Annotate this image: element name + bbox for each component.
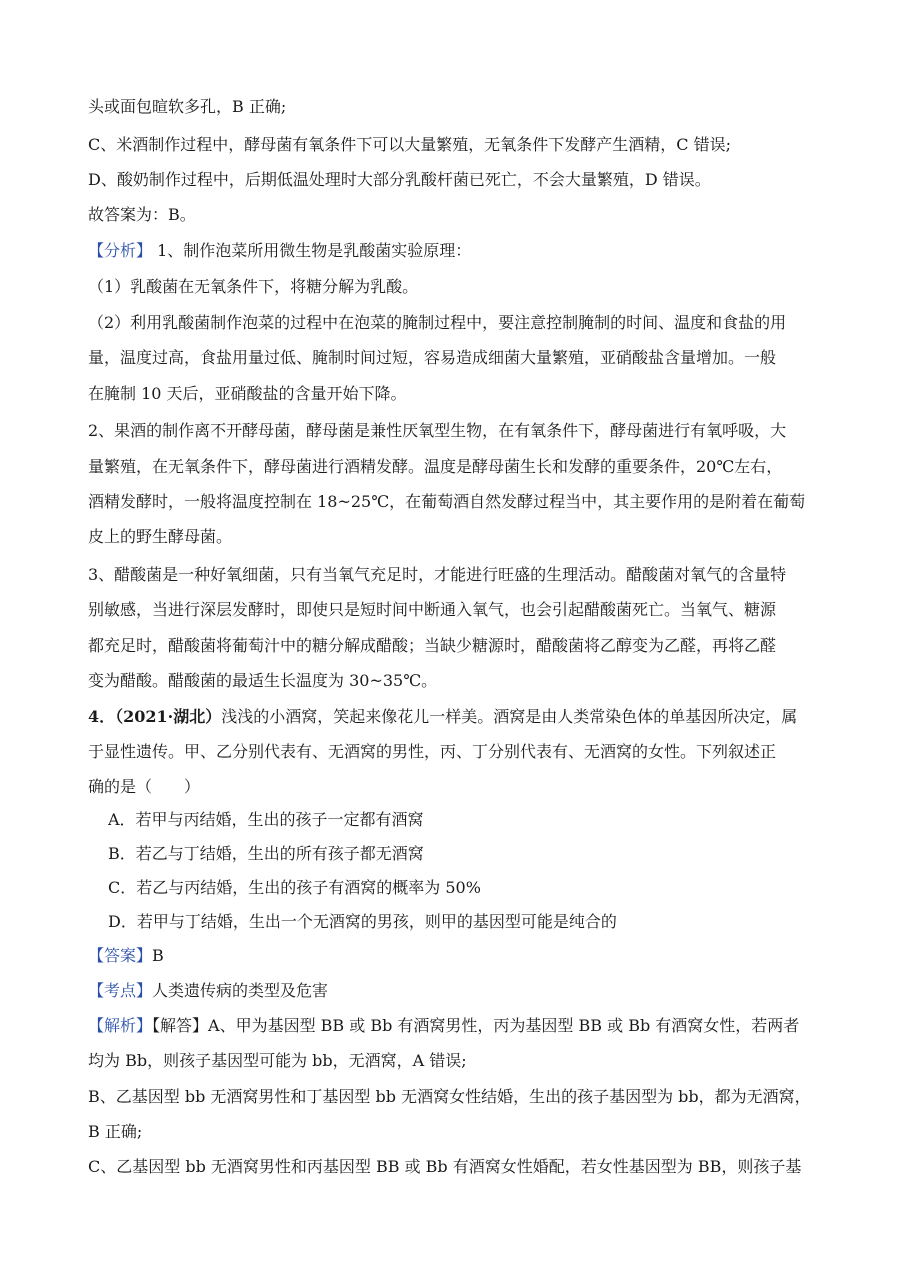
analysis-line: 酒精发酵时，一般将温度控制在 18~25℃，在葡萄酒自然发酵过程当中，其主要作用的是附着在葡萄	[88, 492, 806, 511]
jiexi-line	[88, 1016, 823, 1036]
jiexi-line: B、乙基因型 bb 无酒窝男性和丁基因型 bb 无酒窝女性结婚，生出的孩子基因型为 bb，都为无酒窝，	[88, 1087, 811, 1106]
option-d: D．若甲与丁结婚，生出一个无酒窝的男孩，则甲的基因型可能是纯合的	[108, 912, 617, 931]
option-a: A．若甲与丙结婚，生出的孩子一定都有酒窝	[108, 810, 424, 829]
analysis-line: 变为醋酸。醋酸菌的最适生长温度为 30~35℃。	[88, 671, 438, 690]
question-stem	[88, 707, 823, 727]
analysis-line: 在腌制 10 天后，亚硝酸盐的含量开始下降。	[88, 384, 407, 403]
text-line: 故答案为：B。	[88, 205, 196, 224]
option-b: B．若乙与丁结婚，生出的所有孩子都无酒窝	[108, 844, 424, 863]
question-stem-text: 浅浅的小酒窝，笑起来像花儿一样美。酒窝是由人类常染色体的单基因所决定，属	[221, 707, 798, 726]
analysis-line: 都充足时，醋酸菌将葡萄汁中的糖分解成醋酸；当缺少糖源时，醋酸菌将乙醇变为乙醛，再将乙醛	[88, 636, 777, 655]
kaodian-tag: 【考点】	[88, 981, 153, 1000]
question-number: 4．	[88, 707, 116, 726]
text-line: C、米酒制作过程中，酵母菌有氧条件下可以大量繁殖，无氧条件下发酵产生酒精，C 错误;	[88, 135, 731, 154]
question-source: （2021·湖北）	[115, 707, 222, 726]
analysis-line: 3、醋酸菌是一种好氧细菌，只有当氧气充足时，才能进行旺盛的生理活动。醋酸菌对氧气的含量特	[88, 565, 787, 584]
kaodian-value: 人类遗传病的类型及危害	[152, 981, 329, 1000]
analysis-line: 2、果酒的制作离不开酵母菌，酵母菌是兼性厌氧型生物，在有氧条件下，酵母菌进行有氧呼吸，大	[88, 421, 787, 440]
analysis-line: 皮上的野生酵母菌。	[88, 527, 233, 546]
analysis-line: 量，温度过高，食盐用量过低、腌制时间过短，容易造成细菌大量繁殖，亚硝酸盐含量增加。一般	[88, 348, 777, 367]
option-c: C．若乙与丙结婚，生出的孩子有酒窝的概率为 50%	[108, 878, 481, 897]
jiexi-line: C、乙基因型 bb 无酒窝男性和丙基因型 BB 或 Bb 有酒窝女性婚配，若女性基因型为 BB，则孩子基	[88, 1157, 802, 1176]
analysis-line: 量繁殖，在无氧条件下，酵母菌进行酒精发酵。温度是酵母菌生长和发酵的重要条件，20℃左右，	[88, 457, 783, 476]
kaodian-line	[88, 981, 823, 1001]
question-stem: 确的是（ ）	[88, 777, 201, 796]
text-line: D、酸奶制作过程中，后期低温处理时大部分乳酸杆菌已死亡，不会大量繁殖，D 错误。	[88, 170, 711, 189]
analysis-line: 别敏感，当进行深层发酵时，即使只是短时间中断通入氧气，也会引起醋酸菌死亡。当氧气、糖源	[88, 600, 777, 619]
analysis-tag: 【分析】	[88, 241, 153, 260]
analysis-text: 1、制作泡菜所用微生物是乳酸菌实验原理：	[152, 241, 472, 260]
jiexi-text: 【解答】A、甲为基因型 BB 或 Bb 有酒窝男性，丙为基因型 BB 或 Bb 有酒窝女性，若两者	[152, 1016, 800, 1035]
question-stem: 于显性遗传。甲、乙分别代表有、无酒窝的男性，丙、丁分别代表有、无酒窝的女性。下列叙述正	[88, 742, 777, 761]
analysis-line: （1）乳酸菌在无氧条件下，将糖分解为乳酸。	[88, 277, 419, 296]
text-line: 头或面包暄软多孔，B 正确;	[88, 97, 287, 116]
answer-value: B	[152, 946, 164, 965]
answer-line	[88, 946, 823, 966]
analysis-line	[88, 241, 823, 261]
analysis-line: （2）利用乳酸菌制作泡菜的过程中在泡菜的腌制过程中，要注意控制腌制的时间、温度和食盐的用	[88, 313, 787, 332]
answer-tag: 【答案】	[88, 946, 153, 965]
jiexi-line: B 正确;	[88, 1122, 143, 1141]
jiexi-line: 均为 Bb，则孩子基因型可能为 bb，无酒窝，A 错误;	[88, 1051, 467, 1070]
jiexi-tag: 【解析】	[88, 1016, 153, 1035]
